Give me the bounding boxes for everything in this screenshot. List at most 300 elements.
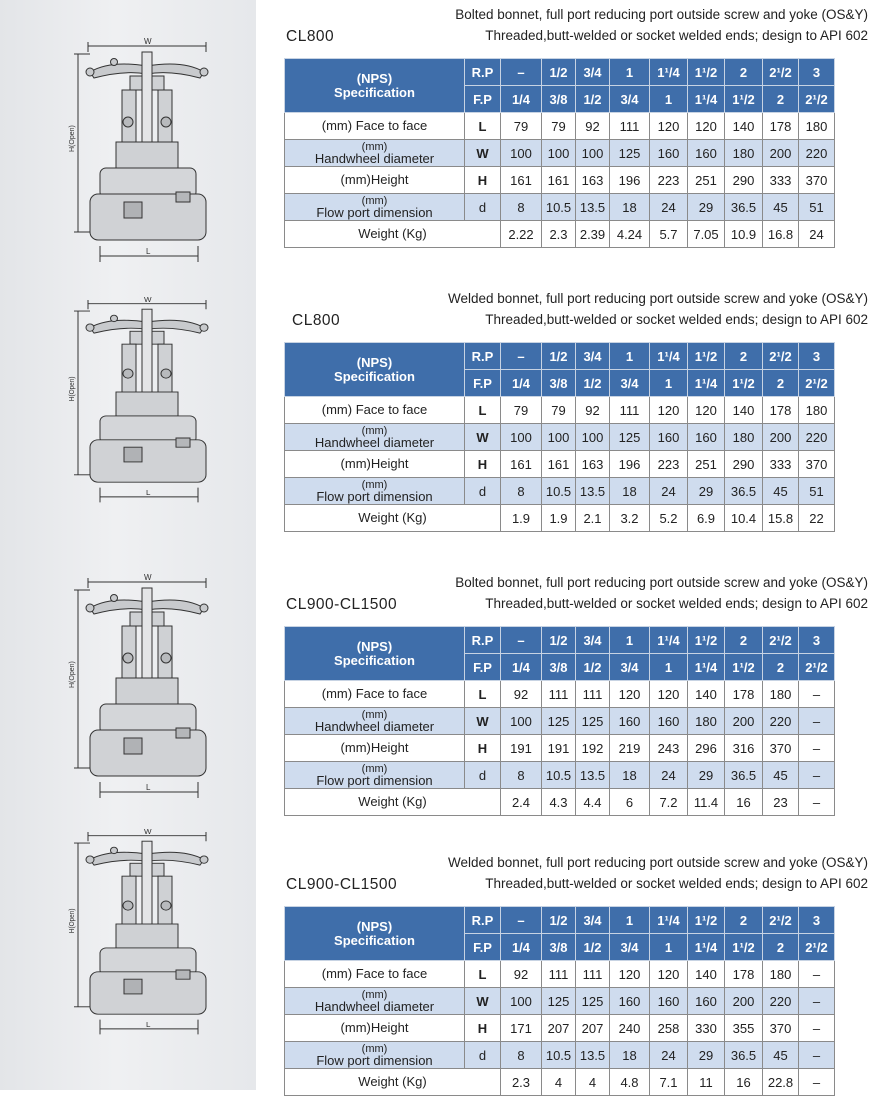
cell-weight: 5.2 — [650, 505, 688, 532]
cell-W: 200 — [763, 424, 799, 451]
cell-L: 180 — [799, 113, 835, 140]
cell-H: 223 — [650, 451, 688, 478]
cell-W: 125 — [610, 424, 650, 451]
cell-weight: 1.9 — [501, 505, 542, 532]
cell-L: 111 — [576, 961, 610, 988]
cell-W: – — [799, 708, 835, 735]
cell-H: 192 — [576, 735, 610, 762]
symbol-d: d — [465, 478, 501, 505]
cell-L: 120 — [650, 397, 688, 424]
cell-rp: 3/4 — [576, 343, 610, 370]
table-row-face — [285, 961, 835, 988]
table-row-rp — [285, 907, 835, 934]
cell-fp: 1¹/2 — [725, 934, 763, 961]
description-line-2: Threaded,butt-welded or socket welded ends; design to API 602 — [485, 312, 868, 327]
cell-weight: 16 — [725, 1069, 763, 1096]
cell-d: 36.5 — [725, 194, 763, 221]
cell-weight: 4 — [542, 1069, 576, 1096]
cell-rp: 1 — [610, 343, 650, 370]
dim-w-label: W — [144, 827, 152, 836]
cell-H: 243 — [650, 735, 688, 762]
cell-L: 180 — [763, 961, 799, 988]
cell-fp: 3/8 — [542, 86, 576, 113]
symbol-d: d — [465, 762, 501, 789]
cell-H: 161 — [542, 167, 576, 194]
cell-H: 316 — [725, 735, 763, 762]
cell-H: 223 — [650, 167, 688, 194]
cell-W: 125 — [610, 140, 650, 167]
cell-W: 200 — [725, 988, 763, 1015]
cell-W: 100 — [501, 140, 542, 167]
dim-w-label: W — [144, 573, 152, 582]
cell-rp: 3 — [799, 627, 835, 654]
cell-d: 8 — [501, 194, 542, 221]
cell-H: 330 — [688, 1015, 725, 1042]
cell-d: 51 — [799, 478, 835, 505]
row-unit-handwheel: (mm) — [361, 425, 388, 437]
symbol-l: L — [465, 397, 501, 424]
description-line-2: Threaded,butt-welded or socket welded ends; design to API 602 — [485, 596, 868, 611]
cell-L: 178 — [725, 961, 763, 988]
spec-table — [284, 58, 835, 248]
cell-H: 355 — [725, 1015, 763, 1042]
cell-rp: 1 — [610, 627, 650, 654]
cell-H: 370 — [763, 1015, 799, 1042]
cell-fp: 1¹/2 — [725, 370, 763, 397]
row-text-flow: Flow port dimension — [316, 1053, 433, 1068]
description-line-1: Bolted bonnet, full port reducing port outside screw and yoke (OS&Y) — [455, 575, 868, 590]
valve-drawing — [69, 573, 220, 808]
cell-W: 200 — [725, 708, 763, 735]
row-unit-handwheel: (mm) — [361, 141, 388, 153]
table-row-flow — [285, 1042, 835, 1069]
cell-d: – — [799, 1042, 835, 1069]
cell-d: 24 — [650, 762, 688, 789]
cell-rp: 2¹/2 — [763, 343, 799, 370]
valve-drawing — [68, 827, 220, 1062]
row-label-face: (mm) Face to face — [285, 961, 465, 988]
cell-L: 111 — [610, 113, 650, 140]
pressure-class-title: CL900-CL1500 — [286, 596, 398, 613]
cell-L: 120 — [610, 681, 650, 708]
cell-H: 191 — [542, 735, 576, 762]
cell-d: 36.5 — [725, 1042, 763, 1069]
spec-block — [260, 852, 880, 1112]
cell-weight: 2.3 — [501, 1069, 542, 1096]
cell-d: 18 — [610, 194, 650, 221]
dim-l-label: L — [146, 488, 151, 497]
row-text-handwheel: Handwheel diameter — [314, 435, 435, 450]
dim-h-label: H(Open) — [68, 908, 77, 934]
symbol-w: W — [465, 988, 501, 1015]
cell-weight: 2.39 — [576, 221, 610, 248]
description-line-2: Threaded,butt-welded or socket welded ends; design to API 602 — [485, 28, 868, 43]
cell-L: 178 — [763, 397, 799, 424]
cell-H: 290 — [725, 167, 763, 194]
cell-d: 18 — [610, 478, 650, 505]
cell-H: 196 — [610, 167, 650, 194]
cell-rp: 2¹/2 — [763, 59, 799, 86]
cell-H: 196 — [610, 451, 650, 478]
cell-W: 100 — [576, 424, 610, 451]
row-text-handwheel: Handwheel diameter — [314, 719, 435, 734]
cell-fp: 3/4 — [610, 934, 650, 961]
cell-H: 333 — [763, 167, 799, 194]
valve-drawing — [69, 37, 220, 272]
cell-rp: 2 — [725, 343, 763, 370]
cell-fp: 1 — [650, 654, 688, 681]
symbol-h: H — [465, 451, 501, 478]
fp-label: F.P — [465, 654, 501, 681]
cell-weight: 1.9 — [542, 505, 576, 532]
cell-W: 160 — [688, 988, 725, 1015]
cell-W: 160 — [610, 988, 650, 1015]
cell-d: 36.5 — [725, 478, 763, 505]
spec-header-text: (NPS) Specification — [334, 70, 415, 100]
cell-fp: 2¹/2 — [799, 654, 835, 681]
table-row-rp — [285, 627, 835, 654]
cell-fp: 1/4 — [501, 370, 542, 397]
cell-fp: 1/4 — [501, 86, 542, 113]
description-line-1: Bolted bonnet, full port reducing port outside screw and yoke (OS&Y) — [455, 7, 868, 22]
cell-L: 140 — [725, 397, 763, 424]
symbol-l: L — [465, 961, 501, 988]
row-unit-handwheel: (mm) — [361, 989, 388, 1001]
pressure-class-title: CL800 — [292, 312, 341, 329]
cell-weight: 10.4 — [725, 505, 763, 532]
cell-d: 13.5 — [576, 194, 610, 221]
cell-rp: – — [501, 343, 542, 370]
cell-rp: 1¹/2 — [688, 59, 725, 86]
description-line-2: Threaded,butt-welded or socket welded ends; design to API 602 — [485, 876, 868, 891]
row-label-height: (mm)Height — [285, 1015, 465, 1042]
spec-table — [284, 342, 835, 532]
symbol-w: W — [465, 140, 501, 167]
cell-weight: 4.3 — [542, 789, 576, 816]
row-label-face: (mm) Face to face — [285, 113, 465, 140]
fp-label: F.P — [465, 86, 501, 113]
cell-weight: 24 — [799, 221, 835, 248]
dim-h-label: H(Open) — [69, 125, 76, 152]
block-description — [448, 288, 868, 330]
cell-weight: 16 — [725, 789, 763, 816]
cell-fp: 1/2 — [576, 370, 610, 397]
table-row-flow — [285, 762, 835, 789]
cell-weight: 2.3 — [542, 221, 576, 248]
spec-header — [285, 343, 465, 397]
row-unit-flow: (mm) — [361, 1043, 388, 1055]
symbol-d: d — [465, 1042, 501, 1069]
cell-rp: 1/2 — [542, 907, 576, 934]
dim-l-label: L — [146, 247, 151, 256]
cell-L: – — [799, 961, 835, 988]
cell-rp: 1¹/2 — [688, 907, 725, 934]
cell-rp: 1 — [610, 59, 650, 86]
cell-H: 251 — [688, 451, 725, 478]
row-label-height: (mm)Height — [285, 735, 465, 762]
table-row-handwheel — [285, 424, 835, 451]
cell-fp: 3/8 — [542, 934, 576, 961]
cell-weight: 4.24 — [610, 221, 650, 248]
cell-W: 160 — [650, 140, 688, 167]
cell-weight: 7.1 — [650, 1069, 688, 1096]
row-label-handwheel — [285, 140, 465, 167]
description-line-1: Welded bonnet, full port reducing port outside screw and yoke (OS&Y) — [448, 855, 868, 870]
cell-rp: 2 — [725, 907, 763, 934]
symbol-l: L — [465, 681, 501, 708]
cell-d: 10.5 — [542, 478, 576, 505]
row-label-weight: Weight (Kg) — [285, 221, 501, 248]
cell-W: 160 — [610, 708, 650, 735]
cell-L: 178 — [725, 681, 763, 708]
cell-L: 79 — [501, 113, 542, 140]
table-row-weight — [285, 221, 835, 248]
symbol-h: H — [465, 1015, 501, 1042]
cell-L: 79 — [501, 397, 542, 424]
cell-d: 24 — [650, 194, 688, 221]
spec-header-text: (NPS) Specification — [334, 918, 415, 948]
cell-W: 160 — [688, 140, 725, 167]
table-row-handwheel — [285, 140, 835, 167]
cell-H: 207 — [576, 1015, 610, 1042]
cell-d: 8 — [501, 762, 542, 789]
cell-fp: 1/2 — [576, 934, 610, 961]
cell-W: 125 — [576, 708, 610, 735]
spec-block — [260, 572, 880, 832]
row-label-weight: Weight (Kg) — [285, 1069, 501, 1096]
cell-L: 120 — [650, 113, 688, 140]
row-text-handwheel: Handwheel diameter — [314, 151, 435, 166]
cell-W: 220 — [763, 708, 799, 735]
cell-L: 140 — [688, 681, 725, 708]
cell-rp: 1 — [610, 907, 650, 934]
row-label-flow — [285, 1042, 465, 1069]
cell-d: 45 — [763, 478, 799, 505]
fp-label: F.P — [465, 934, 501, 961]
cell-rp: 1¹/4 — [650, 627, 688, 654]
rp-label: R.P — [465, 343, 501, 370]
table-row-height — [285, 1015, 835, 1042]
cell-d: 10.5 — [542, 194, 576, 221]
cell-H: 163 — [576, 451, 610, 478]
cell-L: 120 — [688, 397, 725, 424]
row-text-flow: Flow port dimension — [316, 205, 433, 220]
spec-header-text: (NPS) Specification — [334, 354, 415, 384]
cell-d: 13.5 — [576, 478, 610, 505]
cell-weight: 7.2 — [650, 789, 688, 816]
cell-W: 220 — [799, 424, 835, 451]
cell-rp: 3/4 — [576, 627, 610, 654]
cell-rp: – — [501, 907, 542, 934]
cell-weight: 4.8 — [610, 1069, 650, 1096]
table-row-handwheel — [285, 708, 835, 735]
cell-W: 125 — [576, 988, 610, 1015]
cell-W: 180 — [725, 424, 763, 451]
cell-H: 161 — [501, 167, 542, 194]
row-label-flow — [285, 194, 465, 221]
row-label-flow — [285, 762, 465, 789]
row-label-weight: Weight (Kg) — [285, 505, 501, 532]
cell-H: 171 — [501, 1015, 542, 1042]
cell-H: 296 — [688, 735, 725, 762]
cell-weight: 11.4 — [688, 789, 725, 816]
row-label-handwheel — [285, 988, 465, 1015]
cell-weight: 10.9 — [725, 221, 763, 248]
row-unit-handwheel: (mm) — [361, 709, 388, 721]
symbol-l: L — [465, 113, 501, 140]
cell-W: 180 — [688, 708, 725, 735]
cell-weight: 2.1 — [576, 505, 610, 532]
spec-table — [284, 626, 835, 816]
cell-L: 178 — [763, 113, 799, 140]
table-row-rp — [285, 59, 835, 86]
cell-W: 220 — [763, 988, 799, 1015]
cell-weight: 6 — [610, 789, 650, 816]
cell-weight: 11 — [688, 1069, 725, 1096]
table-row-face — [285, 397, 835, 424]
cell-weight: 6.9 — [688, 505, 725, 532]
cell-fp: 2 — [763, 86, 799, 113]
fp-label: F.P — [465, 370, 501, 397]
cell-d: 13.5 — [576, 1042, 610, 1069]
cell-d: 18 — [610, 1042, 650, 1069]
cell-rp: 1/2 — [542, 627, 576, 654]
cell-weight: 2.22 — [501, 221, 542, 248]
cell-H: 251 — [688, 167, 725, 194]
spec-table — [284, 906, 835, 1096]
symbol-h: H — [465, 167, 501, 194]
table-row-weight — [285, 505, 835, 532]
cell-L: 120 — [650, 681, 688, 708]
cell-H: 219 — [610, 735, 650, 762]
cell-H: 163 — [576, 167, 610, 194]
cell-fp: 2 — [763, 654, 799, 681]
cell-rp: 3 — [799, 907, 835, 934]
cell-weight: 3.2 — [610, 505, 650, 532]
cell-rp: 1¹/4 — [650, 907, 688, 934]
table-row-height — [285, 735, 835, 762]
pressure-class-title: CL800 — [286, 28, 335, 45]
table-row-weight — [285, 1069, 835, 1096]
cell-L: 92 — [501, 681, 542, 708]
cell-rp: 3/4 — [576, 59, 610, 86]
cell-L: 92 — [576, 397, 610, 424]
cell-fp: 3/8 — [542, 370, 576, 397]
cell-weight: 5.7 — [650, 221, 688, 248]
cell-rp: 1¹/4 — [650, 343, 688, 370]
table-row-flow — [285, 478, 835, 505]
cell-W: 160 — [650, 424, 688, 451]
cell-fp: 1 — [650, 86, 688, 113]
spec-header — [285, 907, 465, 961]
table-row-height — [285, 167, 835, 194]
cell-d: 29 — [688, 478, 725, 505]
cell-d: 29 — [688, 762, 725, 789]
table-row-handwheel — [285, 988, 835, 1015]
valve-drawing — [68, 295, 220, 530]
cell-rp: 1¹/2 — [688, 627, 725, 654]
cell-d: 45 — [763, 194, 799, 221]
cell-rp: 1/2 — [542, 59, 576, 86]
row-label-weight: Weight (Kg) — [285, 789, 501, 816]
cell-rp: 2¹/2 — [763, 627, 799, 654]
block-description — [455, 572, 868, 614]
row-text-handwheel: Handwheel diameter — [314, 999, 435, 1014]
cell-L: 120 — [688, 113, 725, 140]
cell-weight: 4 — [576, 1069, 610, 1096]
cell-weight: 15.8 — [763, 505, 799, 532]
cell-H: 333 — [763, 451, 799, 478]
cell-fp: 1/2 — [576, 86, 610, 113]
cell-d: 8 — [501, 478, 542, 505]
row-label-face: (mm) Face to face — [285, 681, 465, 708]
cell-fp: 1/4 — [501, 934, 542, 961]
cell-weight: – — [799, 789, 835, 816]
rp-label: R.P — [465, 907, 501, 934]
symbol-d: d — [465, 194, 501, 221]
cell-weight: 16.8 — [763, 221, 799, 248]
cell-W: 160 — [650, 708, 688, 735]
cell-d: 10.5 — [542, 1042, 576, 1069]
dim-w-label: W — [144, 295, 152, 304]
cell-rp: 2¹/2 — [763, 907, 799, 934]
spec-block — [260, 4, 880, 264]
cell-fp: 1¹/2 — [725, 86, 763, 113]
cell-d: 29 — [688, 194, 725, 221]
cell-L: 120 — [650, 961, 688, 988]
cell-weight: – — [799, 1069, 835, 1096]
cell-H: 258 — [650, 1015, 688, 1042]
cell-d: 36.5 — [725, 762, 763, 789]
cell-fp: 1¹/4 — [688, 654, 725, 681]
cell-d: 18 — [610, 762, 650, 789]
cell-fp: 1 — [650, 934, 688, 961]
cell-H: 290 — [725, 451, 763, 478]
block-description — [455, 4, 868, 46]
row-label-height: (mm)Height — [285, 451, 465, 478]
dim-h-label: H(Open) — [69, 661, 76, 688]
cell-H: 191 — [501, 735, 542, 762]
cell-rp: 2 — [725, 627, 763, 654]
dim-w-label: W — [144, 37, 152, 46]
cell-rp: 1¹/2 — [688, 343, 725, 370]
cell-W: 100 — [576, 140, 610, 167]
cell-W: 100 — [542, 424, 576, 451]
cell-rp: 2 — [725, 59, 763, 86]
row-unit-flow: (mm) — [361, 195, 388, 207]
row-label-handwheel — [285, 424, 465, 451]
cell-d: – — [799, 762, 835, 789]
cell-weight: 22 — [799, 505, 835, 532]
cell-fp: 2¹/2 — [799, 934, 835, 961]
symbol-h: H — [465, 735, 501, 762]
rp-label: R.P — [465, 627, 501, 654]
cell-L: 111 — [542, 681, 576, 708]
table-row-height — [285, 451, 835, 478]
cell-d: 10.5 — [542, 762, 576, 789]
cell-H: 240 — [610, 1015, 650, 1042]
cell-W: 100 — [501, 708, 542, 735]
cell-fp: 1¹/4 — [688, 86, 725, 113]
cell-H: – — [799, 1015, 835, 1042]
cell-W: 125 — [542, 708, 576, 735]
cell-fp: 3/4 — [610, 654, 650, 681]
cell-H: 207 — [542, 1015, 576, 1042]
row-unit-flow: (mm) — [361, 479, 388, 491]
row-text-flow: Flow port dimension — [316, 489, 433, 504]
row-label-handwheel — [285, 708, 465, 735]
spec-header — [285, 59, 465, 113]
